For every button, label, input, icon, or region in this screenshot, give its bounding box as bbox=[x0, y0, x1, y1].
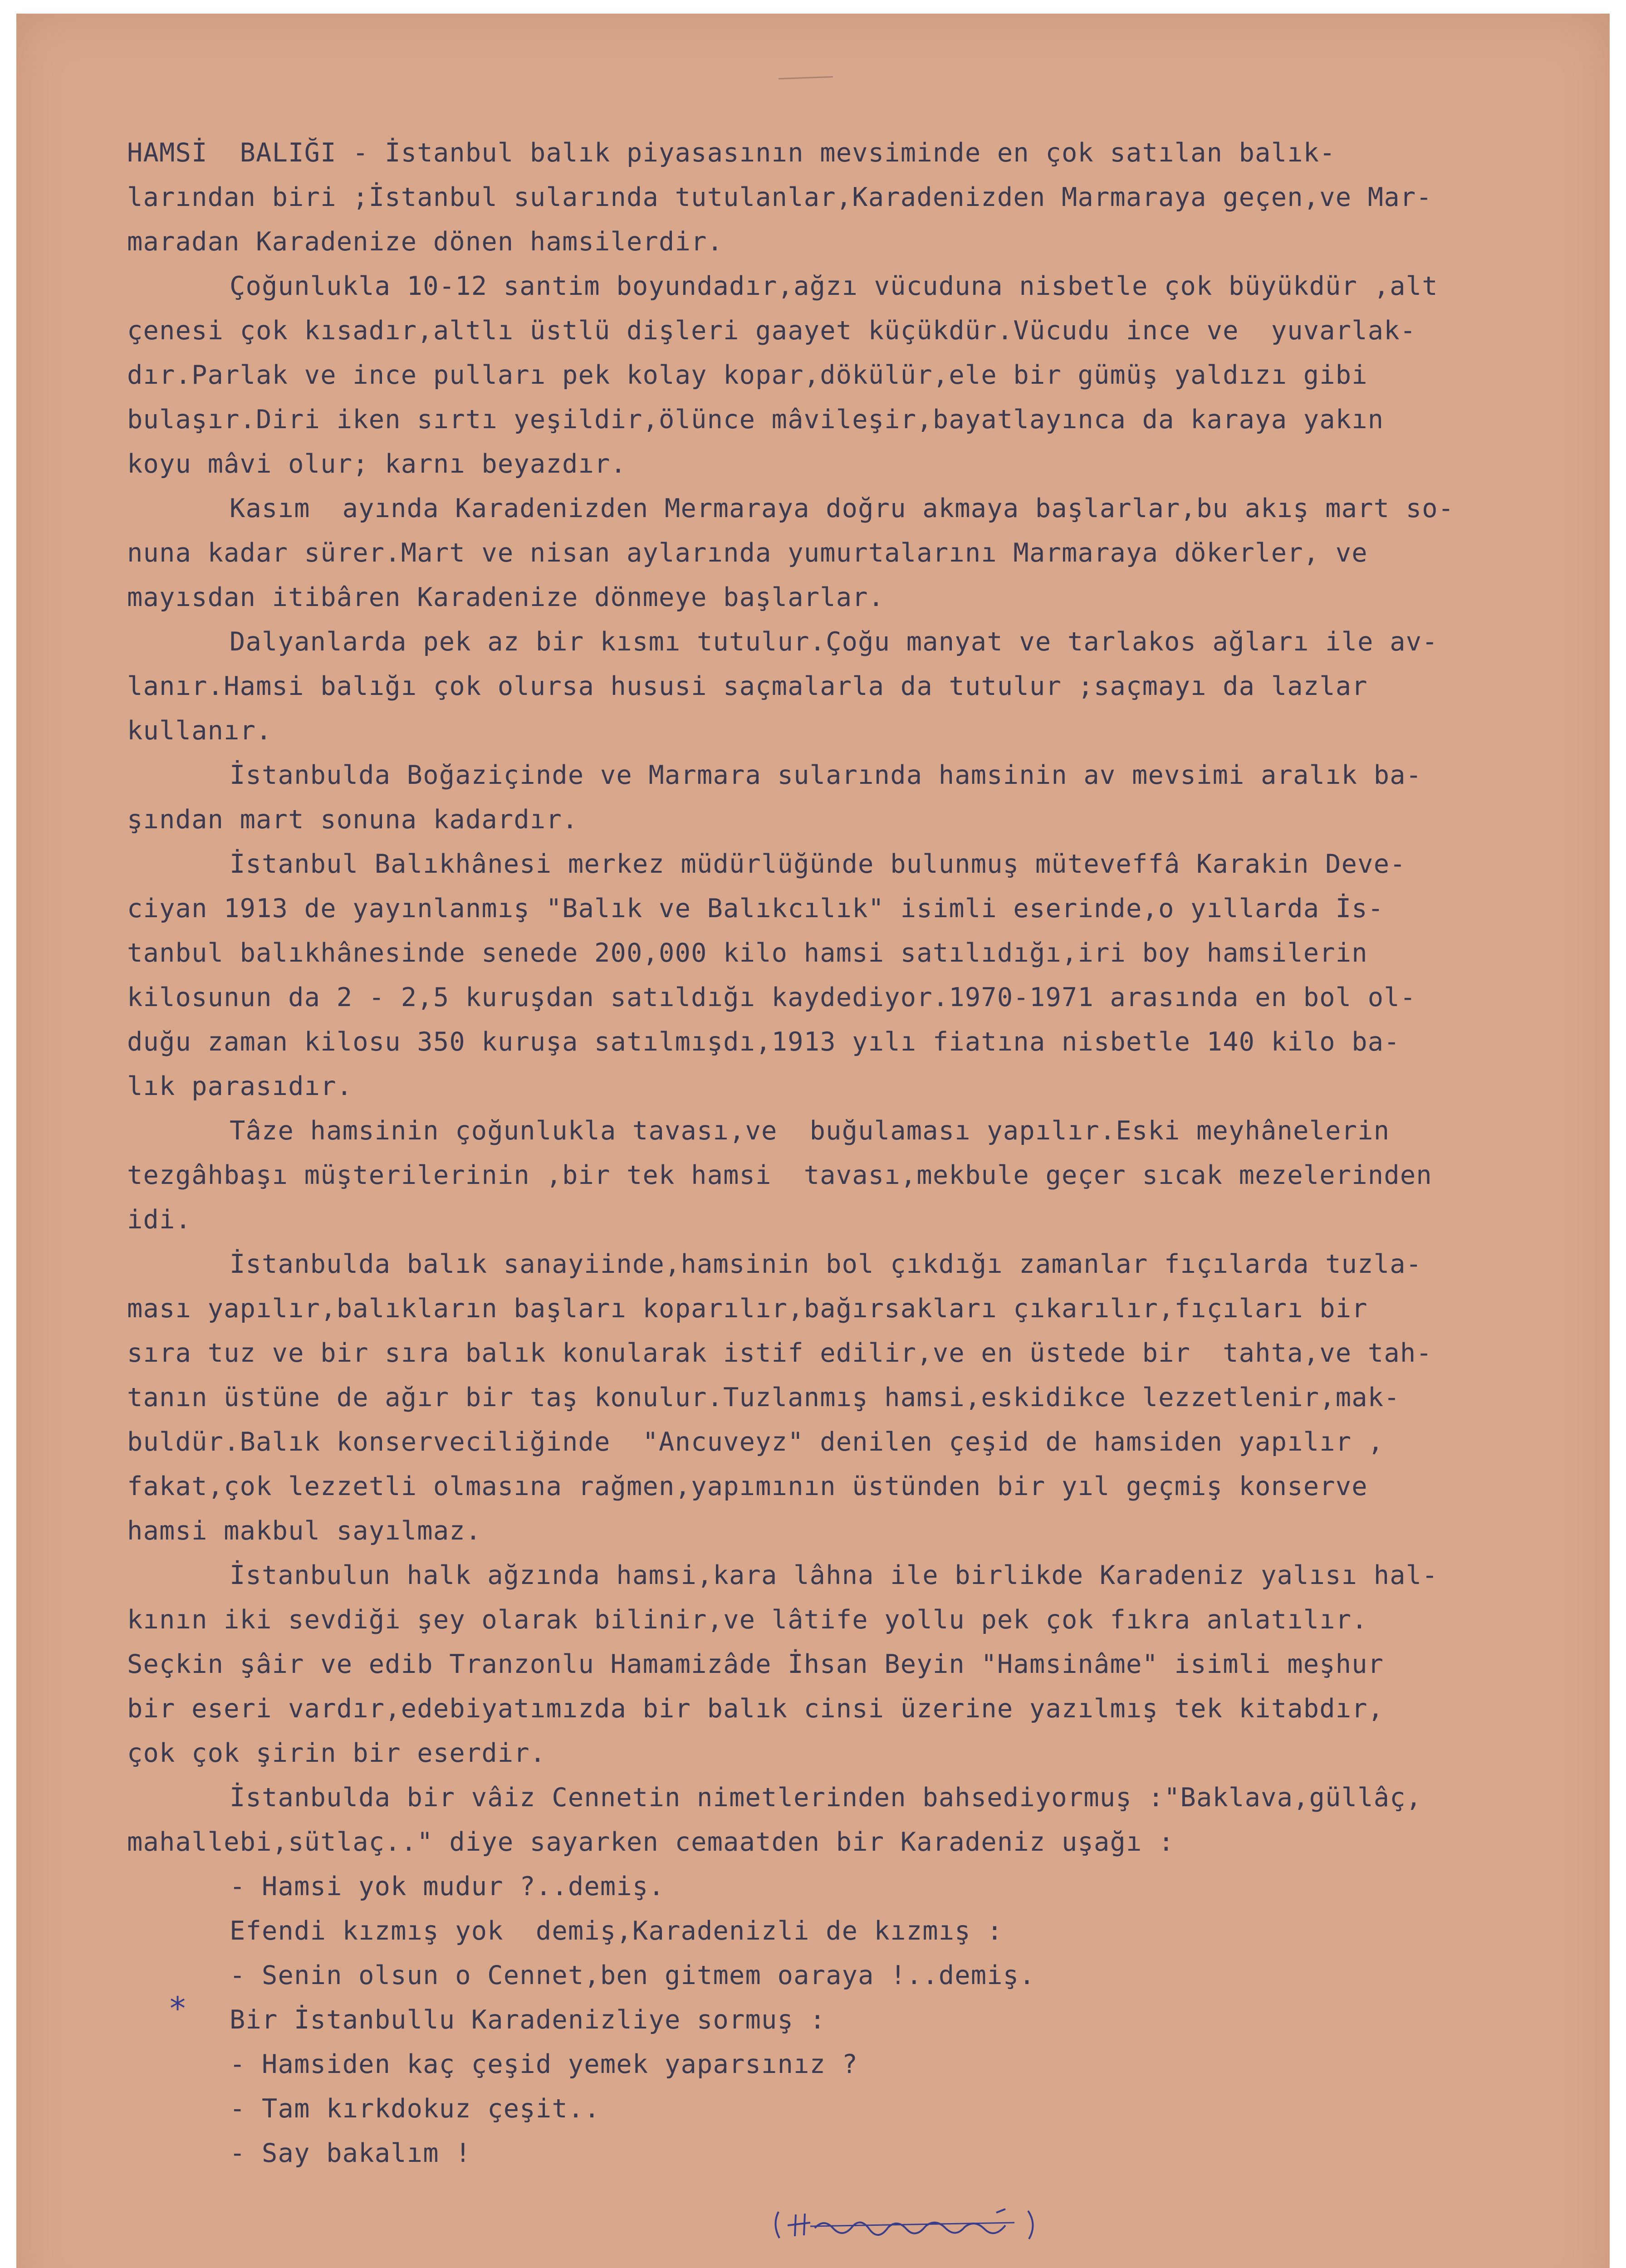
text-line: Seçkin şâir ve edib Tranzonlu Hamamizâde İhsan Beyin "Hamsinâme" isimli meşhur bbox=[127, 1649, 1384, 1679]
text-line: sıra tuz ve bir sıra balık konularak istif edilir,ve en üstede bir tahta,ve tah- bbox=[127, 1338, 1432, 1368]
handwritten-asterisk-mark: * bbox=[170, 1990, 186, 2027]
text-line: kının iki sevdiği şey olarak bilinir,ve lâtife yollu pek çok fıkra anlatılır. bbox=[127, 1605, 1368, 1635]
text-line: buldür.Balık konserveciliğinde "Ancuveyz" denilen çeşid de hamsiden yapılır , bbox=[127, 1427, 1384, 1457]
text-line: larından biri ;İstanbul sularında tutulanlar,Karadenizden Marmaraya geçen,ve Mar- bbox=[127, 182, 1432, 212]
dialogue-line: Bir İstanbullu Karadenizliye sormuş : bbox=[230, 2005, 826, 2035]
text-line: ması yapılır,balıkların başları koparılır,bağırsakları çıkarılır,fıçıları bir bbox=[127, 1294, 1368, 1324]
text-line: hamsi makbul sayılmaz. bbox=[127, 1516, 482, 1546]
dialogue-line: Efendi kızmış yok demiş,Karadenizli de kızmış : bbox=[230, 1916, 1003, 1946]
handwritten-signature bbox=[769, 2203, 1042, 2246]
text-line: İstanbulda bir vâiz Cennetin nimetlerinden bahsediyormuş :"Baklava,güllâç, bbox=[230, 1783, 1422, 1813]
document-text bbox=[127, 131, 1626, 2175]
dialogue-line: - Senin olsun o Cennet,ben gitmem oaraya !..demiş. bbox=[230, 1960, 1035, 1990]
text-line: şından mart sonuna kadardır. bbox=[127, 805, 578, 835]
typewritten-page bbox=[16, 14, 1610, 2268]
text-line: fakat,çok lezzetli olmasına rağmen,yapımının üstünden bir yıl geçmiş konserve bbox=[127, 1471, 1368, 1501]
text-line: kullanır. bbox=[127, 716, 272, 746]
text-line: Dalyanlarda pek az bir kısmı tutulur.Çoğu manyat ve tarlakos ağları ile av- bbox=[230, 627, 1438, 657]
text-line: HAMSİ BALIĞI - İstanbul balık piyasasının mevsiminde en çok satılan balık- bbox=[127, 138, 1336, 168]
text-line: koyu mâvi olur; karnı beyazdır. bbox=[127, 449, 627, 479]
text-line: Tâze hamsinin çoğunlukla tavası,ve buğulaması yapılır.Eski meyhânelerin bbox=[230, 1116, 1390, 1146]
text-line: İstanbulda balık sanayiinde,hamsinin bol çıkdığı zamanlar fıçılarda tuzla- bbox=[230, 1249, 1422, 1279]
text-line: İstanbulda Boğaziçinde ve Marmara sularında hamsinin av mevsimi aralık ba- bbox=[230, 760, 1422, 790]
dialogue-line: - Say bakalım ! bbox=[230, 2138, 471, 2168]
text-line: idi. bbox=[127, 1205, 192, 1235]
text-line: dır.Parlak ve ince pulları pek kolay kopar,dökülür,ele bir gümüş yaldızı gibi bbox=[127, 360, 1368, 390]
text-line: İstanbulun halk ağzında hamsi,kara lâhna ile birlikde Karadeniz yalısı hal- bbox=[230, 1560, 1438, 1590]
text-line: mayısdan itibâren Karadenize dönmeye başlarlar. bbox=[127, 582, 885, 612]
text-line: kilosunun da 2 - 2,5 kuruşdan satıldığı kaydediyor.1970-1971 arasında en bol ol- bbox=[127, 982, 1416, 1012]
text-line: duğu zaman kilosu 350 kuruşa satılmışdı,1913 yılı fiatına nisbetle 140 kilo ba- bbox=[127, 1027, 1400, 1057]
text-line: tezgâhbaşı müşterilerinin ,bir tek hamsi tavası,mekbule geçer sıcak mezelerinden bbox=[127, 1160, 1432, 1190]
text-line: çenesi çok kısadır,altlı üstlü dişleri gaayet küçükdür.Vücudu ince ve yuvarlak- bbox=[127, 316, 1416, 346]
dialogue-line: - Hamsi yok mudur ?..demiş. bbox=[230, 1872, 665, 1901]
text-line: bulaşır.Diri iken sırtı yeşildir,ölünce mâvileşir,bayatlayınca da karaya yakın bbox=[127, 405, 1384, 435]
text-line: lık parasıdır. bbox=[127, 1071, 353, 1101]
text-line: tanın üstüne de ağır bir taş konulur.Tuzlanmış hamsi,eskidikce lezzetlenir,mak- bbox=[127, 1383, 1400, 1413]
text-line: lanır.Hamsi balığı çok olursa hususi saçmalarla da tutulur ;saçmayı da lazlar bbox=[127, 671, 1368, 701]
text-line: Kasım ayında Karadenizden Mermaraya doğru akmaya başlarlar,bu akış mart so- bbox=[230, 494, 1455, 523]
text-line: İstanbul Balıkhânesi merkez müdürlüğünde bulunmuş müteveffâ Karakin Deve- bbox=[230, 849, 1406, 879]
text-line: maradan Karadenize dönen hamsilerdir. bbox=[127, 227, 724, 257]
text-line: ciyan 1913 de yayınlanmış "Balık ve Balıkcılık" isimli eserinde,o yıllarda İs- bbox=[127, 894, 1384, 924]
dialogue-line: - Tam kırkdokuz çeşit.. bbox=[230, 2094, 600, 2124]
text-line: çok çok şirin bir eserdir. bbox=[127, 1738, 546, 1768]
text-line: bir eseri vardır,edebiyatımızda bir balık cinsi üzerine yazılmış tek kitabdır, bbox=[127, 1694, 1384, 1724]
text-line: mahallebi,sütlaç.." diye sayarken cemaatden bir Karadeniz uşağı : bbox=[127, 1827, 1175, 1857]
text-line: Çoğunlukla 10-12 santim boyundadır,ağzı vücuduna nisbetle çok büyükdür ,alt bbox=[230, 271, 1438, 301]
paper-mark bbox=[779, 76, 833, 79]
dialogue-line: - Hamsiden kaç çeşid yemek yaparsınız ? bbox=[230, 2049, 858, 2079]
text-line: tanbul balıkhânesinde senede 200,000 kilo hamsi satılıdığı,iri boy hamsilerin bbox=[127, 938, 1368, 968]
text-line: nuna kadar sürer.Mart ve nisan aylarında yumurtalarını Marmaraya dökerler, ve bbox=[127, 538, 1368, 568]
